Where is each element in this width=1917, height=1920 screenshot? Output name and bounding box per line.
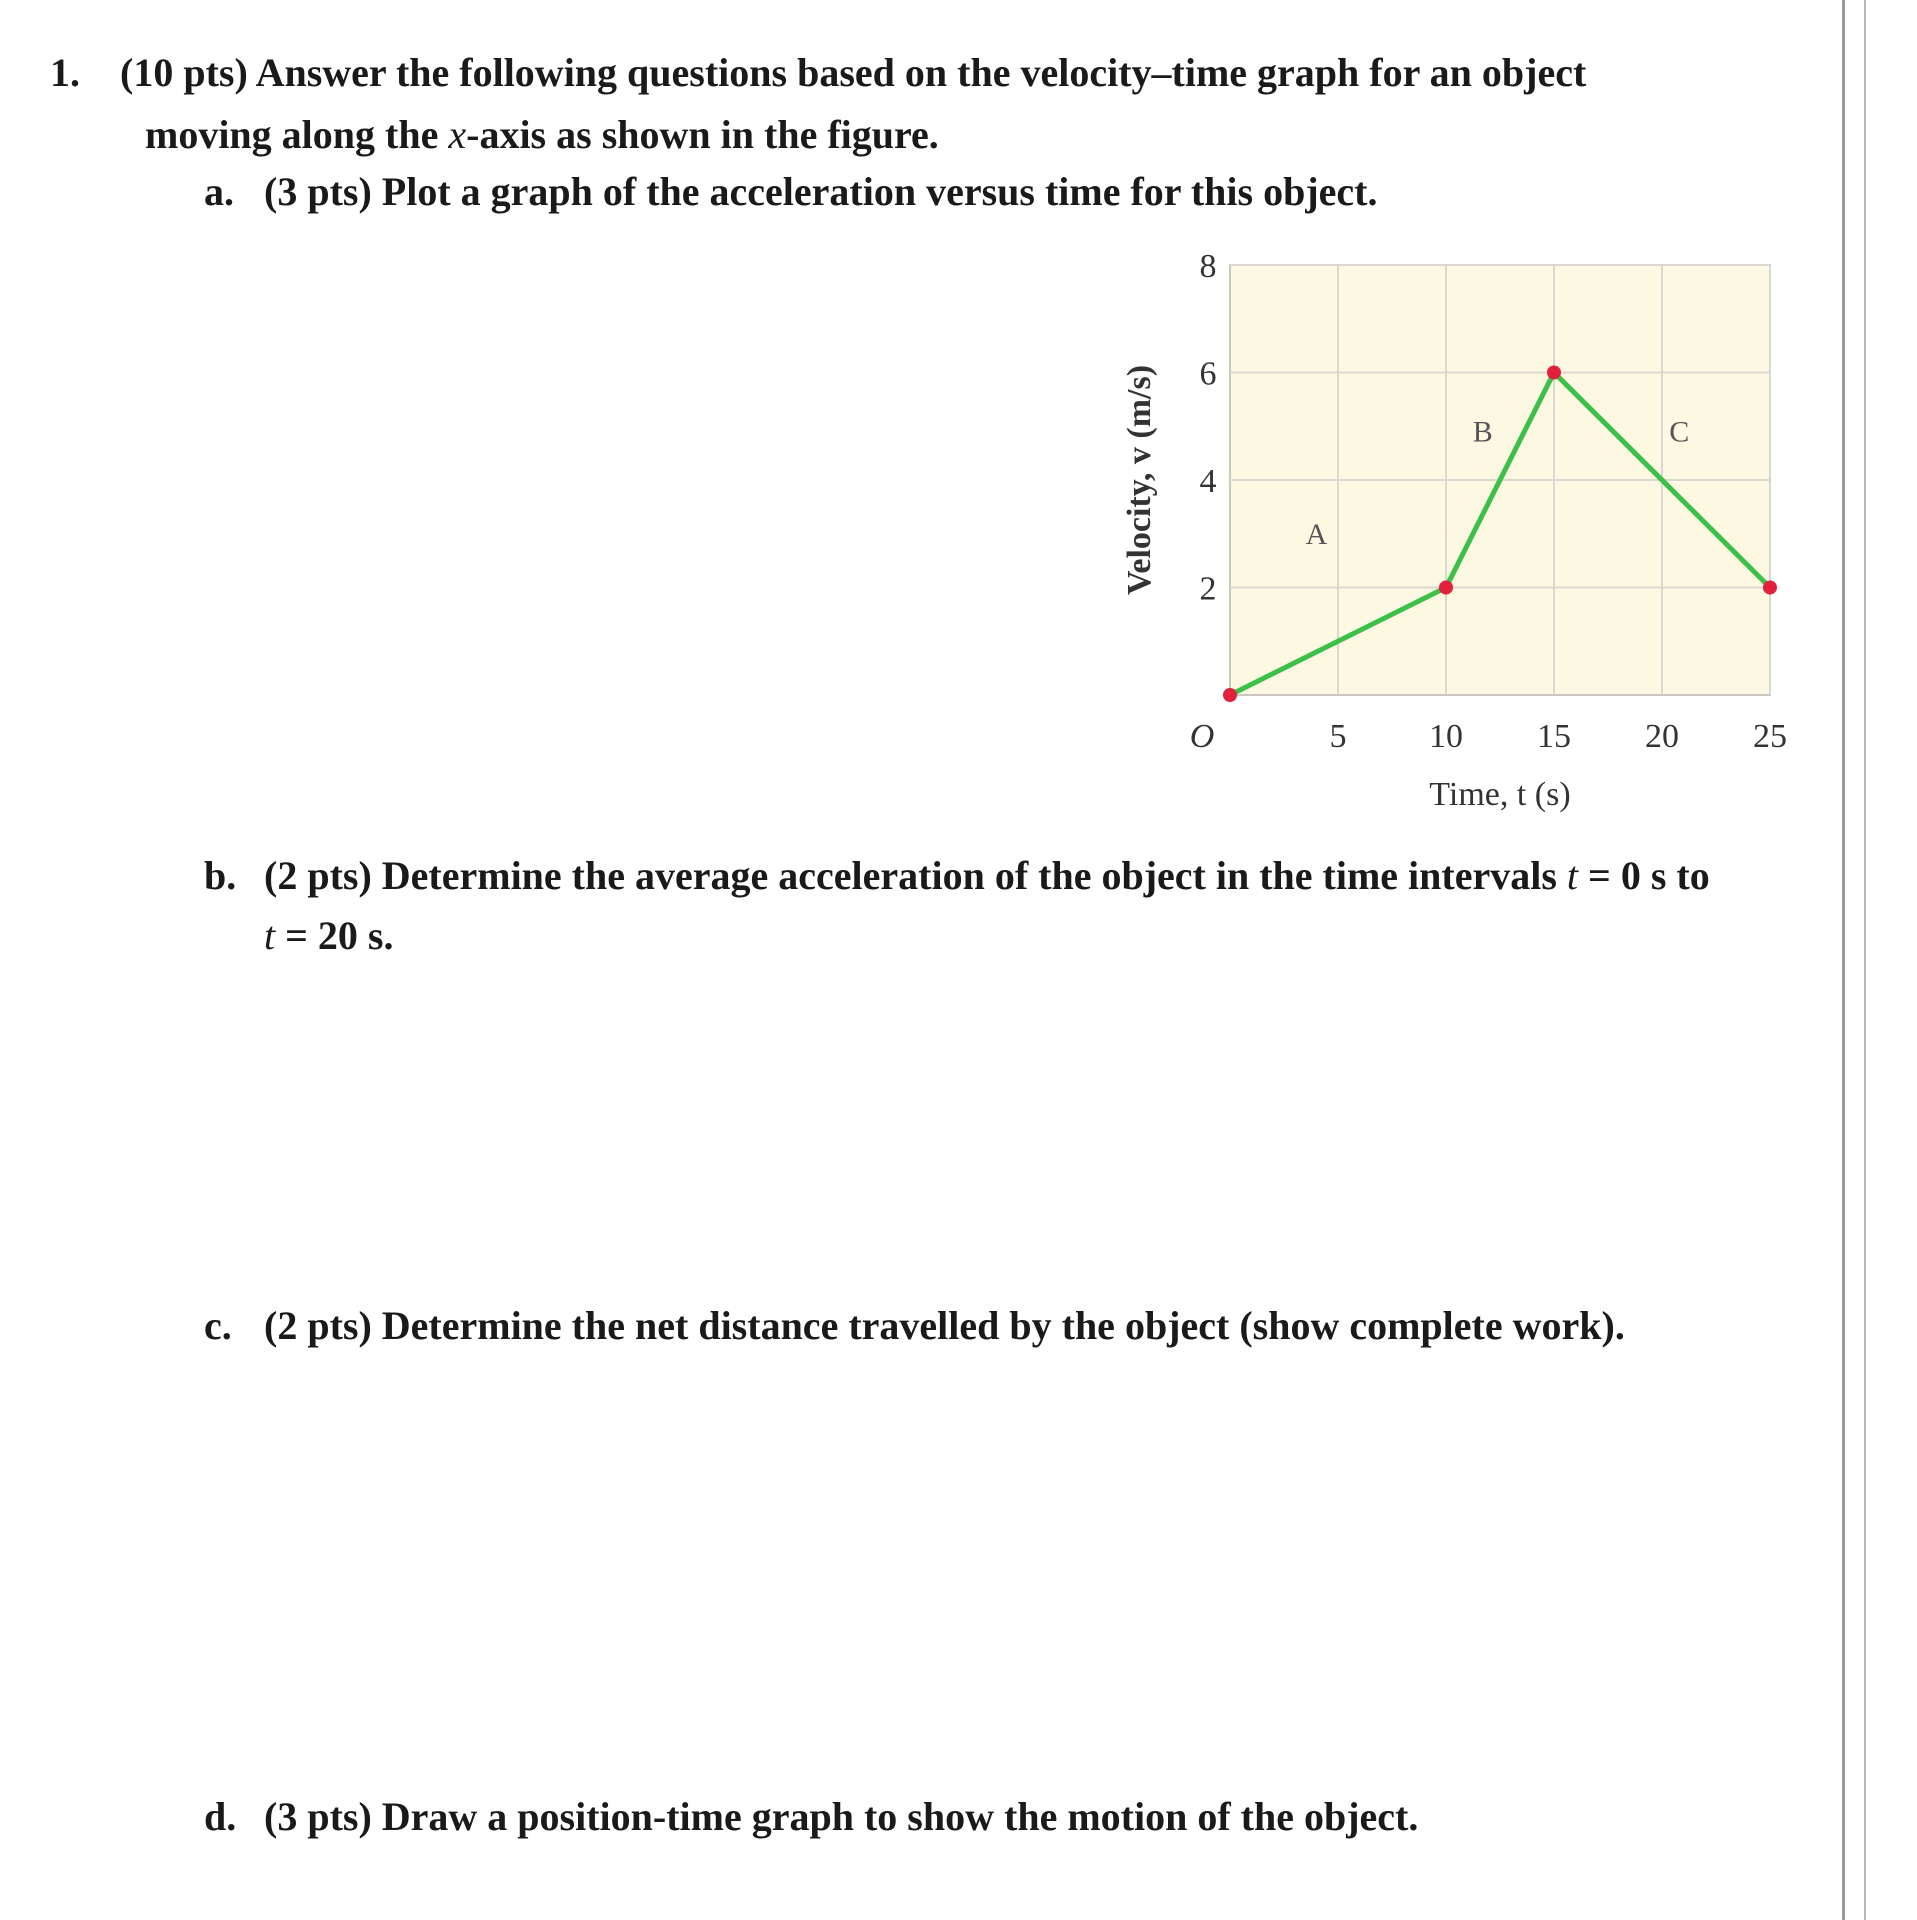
y-tick-label: 8 xyxy=(1199,248,1217,285)
page-border-line-secondary xyxy=(1864,0,1866,1920)
data-point xyxy=(1763,581,1777,595)
segment-label: B xyxy=(1472,415,1493,449)
x-tick-label: 20 xyxy=(1645,718,1679,755)
x-tick-label: 5 xyxy=(1329,718,1347,755)
origin-label: O xyxy=(1189,718,1215,755)
question-text-line1: (10 pts) Answer the following questions based on the velocity–time graph for an object xyxy=(120,50,1587,95)
y-tick-label: 2 xyxy=(1199,570,1217,608)
part-b-text-cont: t = 20 s. xyxy=(264,913,394,958)
part-b-text: (2 pts) Determine the average acceleration of the object in the time intervals t = 0 s to xyxy=(264,853,1710,898)
x-axis-label: Time, t (s) xyxy=(1429,776,1571,813)
segment-label: C xyxy=(1669,415,1690,449)
part-c-label: c. xyxy=(204,1303,232,1348)
velocity-time-chart xyxy=(1110,235,1810,825)
x-tick-label: 15 xyxy=(1537,718,1571,755)
question-text-line2: moving along the x-axis as shown in the figure. xyxy=(145,112,939,157)
part-a-label: a. xyxy=(204,169,234,214)
part-d-label: d. xyxy=(204,1794,237,1839)
part-b-label: b. xyxy=(204,853,237,898)
y-axis-label: Velocity, v (m/s) xyxy=(1121,364,1158,596)
data-point xyxy=(1223,688,1237,702)
data-point xyxy=(1439,581,1453,595)
segment-label: A xyxy=(1305,517,1328,551)
part-d-text: (3 pts) Draw a position-time graph to show the motion of the object. xyxy=(264,1794,1419,1839)
question-number: 1. xyxy=(50,50,80,95)
page-border-line xyxy=(1842,0,1845,1920)
y-tick-label: 4 xyxy=(1199,463,1217,500)
part-c-text: (2 pts) Determine the net distance travelled by the object (show complete work). xyxy=(264,1303,1625,1348)
data-point xyxy=(1547,366,1561,380)
y-tick-label: 6 xyxy=(1199,355,1217,393)
part-b xyxy=(204,846,1824,966)
x-tick-label: 10 xyxy=(1429,718,1463,755)
part-a-text: (3 pts) Plot a graph of the acceleration versus time for this object. xyxy=(264,169,1378,214)
x-tick-label: 25 xyxy=(1753,718,1787,755)
